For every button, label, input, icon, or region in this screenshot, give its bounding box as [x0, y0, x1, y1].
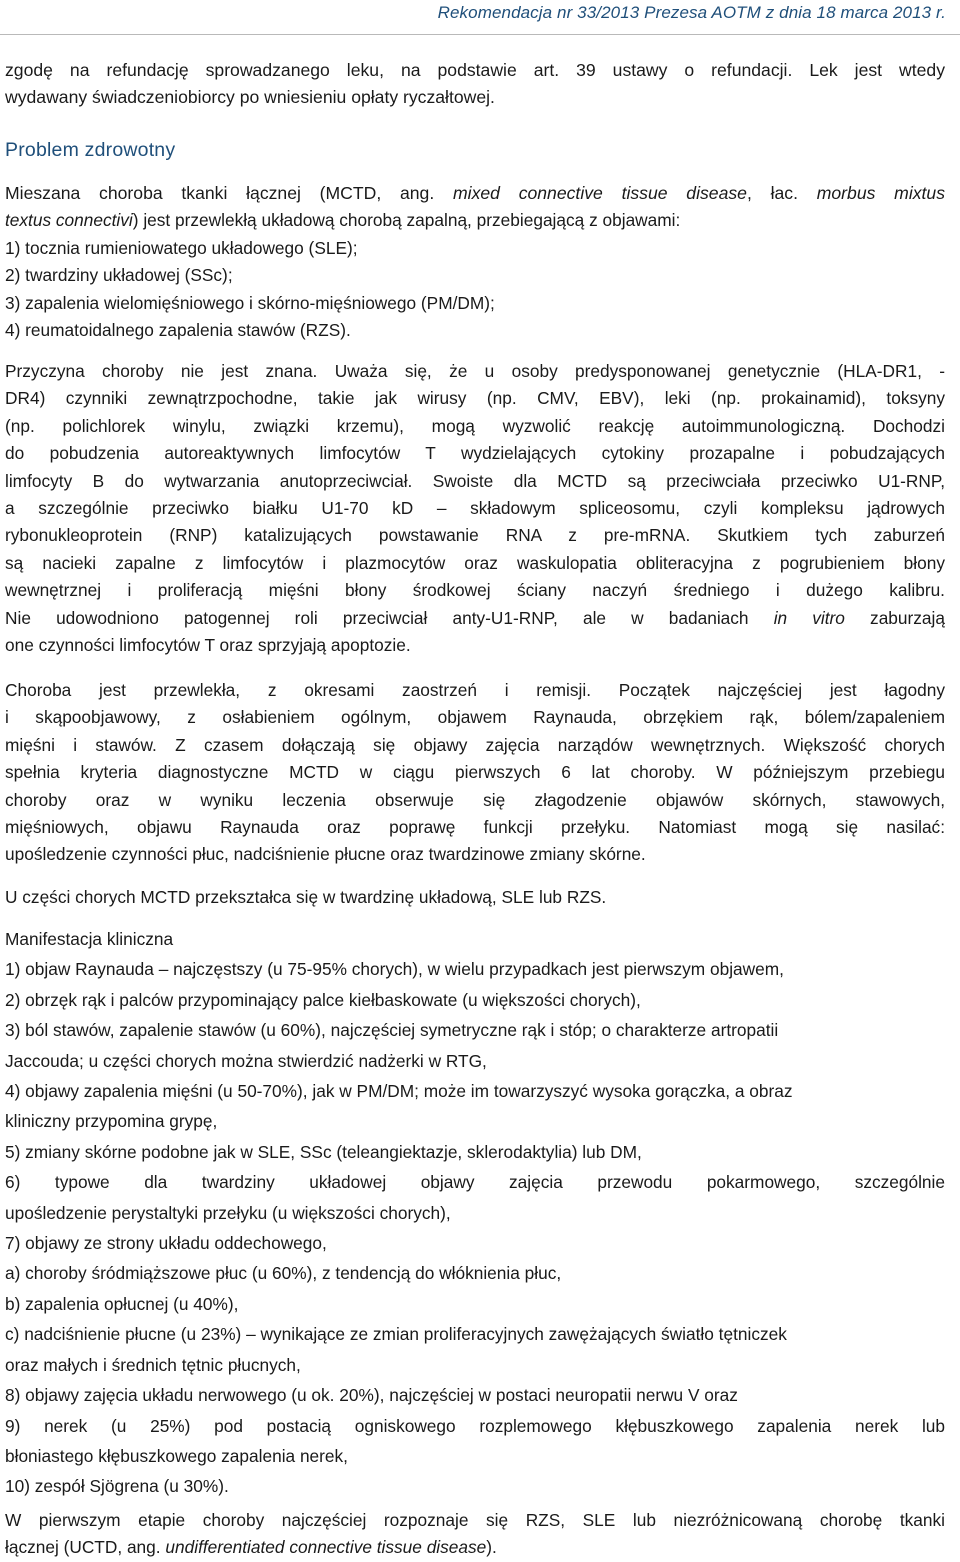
etiology-line [5, 605, 945, 632]
course-line: mięśniowych, objawu Raynauda oraz poprawę funkcji przełyku. Natomiast mogą się nasilać: [5, 817, 945, 838]
manifestation-item: 8) objawy zajęcia układu nerwowego (u ok. 20%), najczęściej w postaci neuropatii nerwu V oraz [5, 1385, 738, 1406]
etiology-italic-term: in vitro [773, 607, 845, 628]
etiology-text: zaburzają [844, 607, 945, 628]
etiology-line: limfocyty B do wytwarzania anutoprzeciwciał. Swoiste dla MCTD są przeciwciała przeciwko U1-RNP, [5, 470, 945, 491]
manifestation-item: 4) objawy zapalenia mięśni (u 50-70%), jak w PM/DM; może im towarzyszyć wysoka gorączka, a obraz [5, 1081, 793, 1102]
definition-line-2 [5, 207, 945, 234]
symptom-item: 2) twardziny układowej (SSc); [5, 265, 233, 286]
course-line: Choroba jest przewlekła, z okresami zaostrzeń i remisji. Początek najczęściej jest łagodny [5, 680, 945, 700]
header-rule [0, 34, 960, 35]
manifestation-item: 7) objawy ze strony układu oddechowego, [5, 1233, 327, 1254]
symptom-item: 1) tocznia rumieniowatego układowego (SLE); [5, 237, 358, 258]
etiology-line: a szczególnie przeciwko białku U1-70 kD – składowym spliceosomu, czyli kompleksu jądrowych [5, 498, 945, 519]
etiology-line: rybonukleoprotein (RNP) katalizujących powstawanie RNA z pre-mRNA. Skutkiem tych zaburzeń [5, 525, 945, 546]
manifestation-subitem: b) zapalenia opłucnej (u 40%), [5, 1293, 239, 1314]
etiology-line: Przyczyna choroby nie jest znana. Uważa się, że u osoby predysponowanej genetycznie (HLA-DR1, - [5, 361, 945, 381]
manifestation-item: 9) nerek (u 25%) pod postacią ogniskowego rozplemowego kłębuszkowego zapalenia nerek lub [5, 1415, 945, 1436]
definition-text: , łac. [746, 183, 817, 203]
manifestation-item-cont: kliniczny przypomina grypę, [5, 1111, 218, 1132]
definition-latin-term: textus connectivi [5, 210, 133, 231]
manifestation-item-cont: upośledzenie perystaltyki przełyku (u większości chorych), [5, 1202, 451, 1223]
manifestation-item: 6) typowe dla twardziny układowej objawy zajęcia przewodu pokarmowego, szczególnie [5, 1172, 945, 1193]
closing-english-term: undifferentiated connective tissue disease [165, 1537, 487, 1558]
intro-line-1: zgodę na refundację sprowadzanego leku, na podstawie art. 39 ustawy o refundacji. Lek jest wtedy [5, 60, 945, 80]
manifestation-item: 5) zmiany skórne podobne jak w SLE, SSc (teleangiektazje, sklerodaktylia) lub DM, [5, 1141, 642, 1162]
closing-paragraph [5, 1507, 945, 1562]
etiology-line: (np. polichlorek winylu, związki krzemu), mogą wyzwolić reakcję autoimmunologiczną. Dochodzi [5, 415, 945, 436]
intro-line-2: wydawany świadczeniobiorcy po wniesieniu opłaty ryczałtowej. [5, 87, 495, 108]
course-line: spełnia kryteria diagnostyczne MCTD w ciągu pierwszych 6 lat choroby. W późniejszym przebiegu [5, 762, 945, 783]
manifestation-title: Manifestacja kliniczna [5, 929, 174, 949]
manifestation-item-cont: Jaccouda; u części chorych można stwierdzić nadżerki w RTG, [5, 1050, 487, 1071]
closing-text: łącznej (UCTD, ang. [5, 1537, 166, 1558]
etiology-paragraph [5, 358, 945, 659]
closing-text: ). [486, 1537, 497, 1558]
etiology-text: Nie udowodniono patogennej roli przeciwciał anty-U1-RNP, ale w badaniach [5, 607, 774, 628]
etiology-line: są nacieki zapalne z limfocytów i plazmocytów oraz waskulopatia obliteracyjna z pogrubieniem błony [5, 552, 945, 573]
manifestation-subitem: c) nadciśnienie płucne (u 23%) – wynikające ze zmian proliferacyjnych zawężających światło tętniczek [5, 1324, 787, 1345]
course-paragraph [5, 677, 945, 869]
symptom-item: 3) zapalenia wielomięśniowego i skórno-mięśniowego (PM/DM); [5, 292, 495, 313]
course-line-final: upośledzenie czynności płuc, nadciśnienie płucne oraz twardzinowe zmiany skórne. [5, 844, 646, 865]
manifestation-item: 1) objaw Raynauda – najczęstszy (u 75-95% chorych), w wielu przypadkach jest pierwszym objawem, [5, 959, 784, 980]
closing-line-1: W pierwszym etapie choroby najczęściej rozpoznaje się RZS, SLE lub niezróżnicowaną chorobę tkanki [5, 1510, 945, 1530]
transform-paragraph [5, 884, 945, 911]
manifestation-item: 2) obrzęk rąk i palców przypominający palce kiełbaskowate (u większości chorych), [5, 989, 641, 1010]
course-line: i skąpoobjawowy, z osłabieniem ogólnym, objawem Raynauda, obrzękiem rąk, bólem/zapaleniem [5, 707, 945, 728]
definition-latin-term: morbus mixtus [816, 183, 945, 203]
manifestation-subitem-cont: oraz małych i średnich tętnic płucnych, [5, 1354, 301, 1375]
manifestation-item: 10) zespół Sjögrena (u 30%). [5, 1476, 229, 1497]
course-line: mięśni i stawów. Z czasem dołączają się objawy zajęcia narządów wewnętrznych. Większość chorych [5, 734, 945, 755]
definition-english-term: mixed connective tissue disease [453, 183, 747, 203]
definition-paragraph [5, 180, 945, 344]
transform-text: U części chorych MCTD przekształca się w twardzinę układową, SLE lub RZS. [5, 887, 607, 907]
etiology-line: DR4) czynniki zewnątrzpochodne, takie jak wirusy (np. CMV, EBV), leki (np. prokainamid), toksyny [5, 388, 945, 409]
section-heading: Problem zdrowotny [5, 139, 176, 161]
manifestation-subitem: a) choroby śródmiąższowe płuc (u 60%), z tendencją do włóknienia płuc, [5, 1263, 562, 1284]
manifestation-item-cont: błoniastego kłębuszkowego zapalenia nerek, [5, 1445, 348, 1466]
definition-line-1 [5, 180, 945, 207]
intro-paragraph [5, 57, 945, 112]
closing-line-2 [5, 1534, 945, 1561]
etiology-line: wewnętrznej i proliferacją mięśni błony środkowej ściany naczyń średniego i dużego kalibru. [5, 580, 945, 601]
definition-text: Mieszana choroba tkanki łącznej (MCTD, ang. [5, 183, 453, 203]
manifestation-item: 3) ból stawów, zapalenie stawów (u 60%), najczęściej symetryczne rąk i stóp; o charakterze artropatii [5, 1020, 779, 1041]
running-header: Rekomendacja nr 33/2013 Prezesa AOTM z dnia 18 marca 2013 r. [437, 3, 946, 22]
definition-text: ) jest przewlekłą układową chorobą zapalną, przebiegającą z objawami: [132, 210, 681, 231]
etiology-line: do pobudzenia autoreaktywnych limfocytów T wydzielających cytokiny prozapalne i pobudzających [5, 443, 945, 464]
course-line: choroby oraz w wyniku leczenia obserwuje się złagodzenie objawów skórnych, stawowych, [5, 789, 945, 810]
etiology-line-final: one czynności limfocytów T oraz sprzyjają apoptozie. [5, 635, 411, 656]
manifestation-section [5, 924, 945, 1502]
symptom-item: 4) reumatoidalnego zapalenia stawów (RZS). [5, 320, 351, 341]
